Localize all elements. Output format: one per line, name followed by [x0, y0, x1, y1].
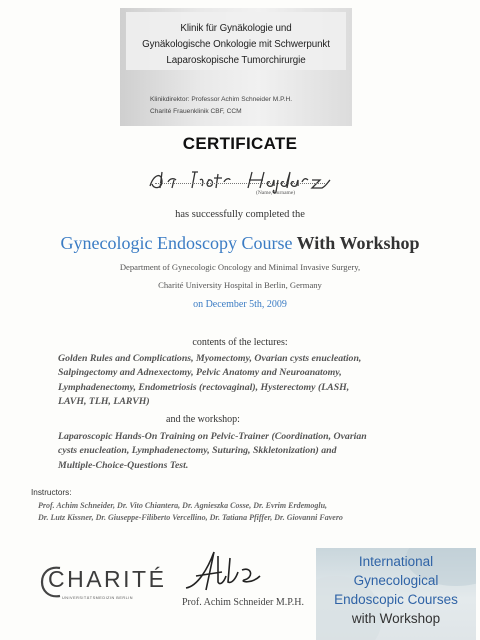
lecture-line: Golden Rules and Complications, Myomectomy, Ovarian cysts enucleation,: [58, 353, 362, 364]
workshop-description: [58, 430, 428, 473]
lecture-line: Salpingectomy and Adnexectomy, Pelvic Anatomy and Neuroanatomy,: [58, 367, 342, 379]
instructors-label: Instructors:: [31, 488, 72, 497]
workshop-label: and the workshop:: [166, 414, 240, 425]
course-title-suffix: With Workshop: [292, 233, 420, 253]
department: Department of Gynecologic Oncology and Minimal Invasive Surgery,: [119, 262, 361, 272]
intl-line: with Workshop: [351, 611, 441, 626]
clinic-name-line-1: Klinik für Gynäkologie und: [180, 23, 292, 34]
certificate-title: CERTIFICATE: [182, 134, 298, 153]
intl-line: Endoscopic Courses: [334, 592, 458, 607]
clinic-director: Klinikdirektor: Professor Achim Schneider M.P.H.: [150, 96, 293, 103]
instructors-line: Dr. Lutz Kissner, Dr. Giuseppe-Filiberto Vercellino, Dr. Tatiana Pfiffer, Dr. Giovanni Favero: [38, 513, 343, 522]
clinic-site: Charité Frauenklinik CBF, CCM: [150, 108, 242, 115]
course-title: [0, 233, 480, 254]
lecture-line: LAVH, TLH, LARVH): [58, 395, 150, 407]
name-underline: [155, 183, 325, 184]
hospital: Charité University Hospital in Berlin, Germany: [158, 280, 322, 290]
signer-name: Prof. Achim Schneider M.P.H.: [182, 597, 304, 608]
name-hint: (Name, Surname): [256, 190, 296, 196]
contents-label: contents of the lectures:: [192, 337, 288, 348]
clinic-name-line-2: Gynäkologische Onkologie mit Schwerpunkt: [142, 39, 330, 50]
lecture-line: Lymphadenectomy, Endometriosis (rectovaginal), Hysterectomy (LASH,: [58, 381, 350, 393]
instructors-line: Prof. Achim Schneider, Dr. Vito Chiantera, Dr. Agnieszka Cosse, Dr. Evrim Erdemoglu,: [38, 501, 328, 510]
workshop-line: Multiple-Choice-Questions Test.: [58, 459, 189, 471]
intl-line: International: [358, 554, 434, 569]
workshop-line: cysts enucleation, Lymphadenectomy, Suturing, Skkletonization) and: [58, 445, 337, 457]
director-signature: [182, 548, 282, 596]
lectures-list: [58, 352, 438, 409]
clinic-header-box: [120, 8, 352, 126]
course-date: on December 5th, 2009: [193, 299, 287, 310]
clinic-name-line-3: Laparoskopische Tumorchirurgie: [166, 55, 306, 66]
charite-subtitle: UNIVERSITÄTSMEDIZIN BERLIN: [62, 596, 134, 600]
intl-line: Gynecological: [353, 573, 439, 588]
international-courses-badge: [316, 548, 476, 640]
charite-wordmark: CHARITÉ: [48, 566, 167, 592]
completed-text: has successfully completed the: [175, 209, 305, 220]
course-title-main: Gynecologic Endoscopy Course: [60, 233, 293, 253]
handwritten-name-signature: [140, 166, 340, 194]
workshop-line: Laparoscopic Hands-On Training on Pelvic-Trainer (Coordination, Ovarian: [58, 431, 367, 442]
